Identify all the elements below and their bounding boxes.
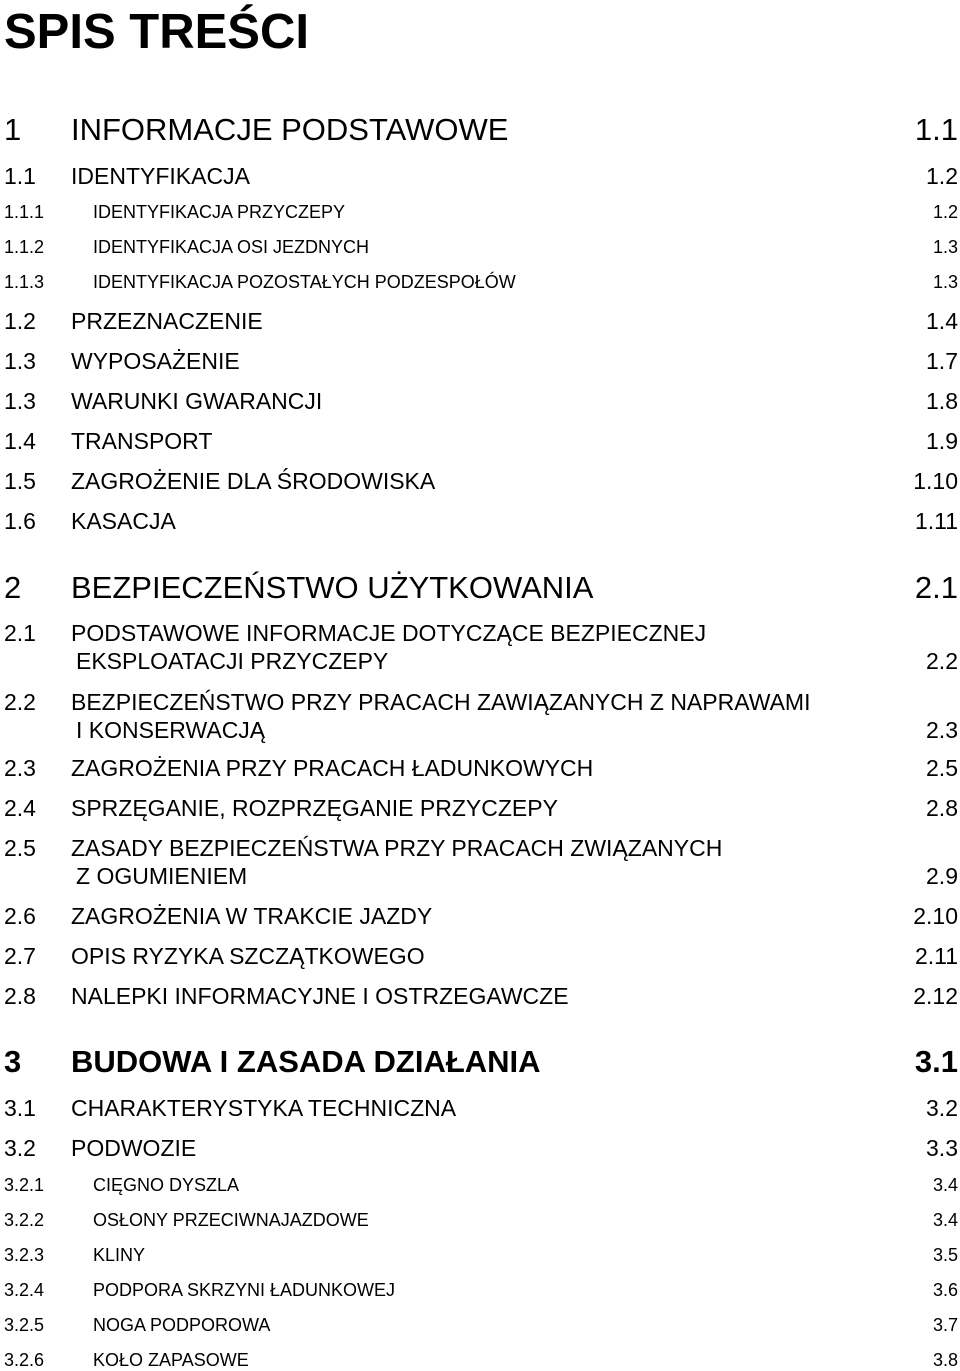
toc-entry-number: 2.1 — [4, 620, 36, 646]
toc-entry-label: CIĘGNO DYSZLA — [93, 1175, 240, 1195]
toc-entry-label: BEZPIECZEŃSTWO PRZY PRACACH ZAWIĄZANYCH Z NAPRAWAMI — [71, 689, 811, 715]
toc-entry-label: KLINY — [93, 1245, 146, 1265]
toc-entry-page: 2.2 — [926, 648, 958, 674]
toc-entry-label: PRZEZNACZENIE — [71, 308, 263, 334]
toc-entry-number: 3.2.2 — [4, 1210, 45, 1230]
toc-entry-number: 1.3 — [4, 348, 36, 374]
toc-entry-page: 3.2 — [926, 1095, 958, 1121]
toc-entry-page: 3.8 — [932, 1350, 958, 1370]
toc-entry-label: SPRZĘGANIE, ROZPRZĘGANIE PRZYCZEPY — [71, 795, 558, 821]
toc-entry-number: 3.2.6 — [4, 1350, 45, 1370]
toc-entry-number: 1 — [4, 112, 22, 147]
toc-entry-number: 1.1 — [4, 163, 36, 189]
toc-entry-label: WARUNKI GWARANCJI — [71, 388, 323, 414]
toc-entry-number: 2 — [4, 570, 22, 605]
toc-entry-page: 2.9 — [926, 863, 958, 889]
toc-entry-page: 1.8 — [926, 388, 958, 414]
toc-entry-number: 3 — [4, 1044, 22, 1079]
toc-entry-label: KOŁO ZAPASOWE — [93, 1350, 249, 1370]
toc-entry-number: 2.8 — [4, 983, 36, 1009]
page-title: SPIS TREŚCI — [4, 5, 309, 59]
toc-entry-label: ZAGROŻENIA W TRAKCIE JAZDY — [71, 903, 433, 929]
toc-entry-label: PODSTAWOWE INFORMACJE DOTYCZĄCE BEZPIECZNEJ — [71, 620, 707, 646]
toc-entry-label: OPIS RYZYKA SZCZĄTKOWEGO — [71, 943, 425, 969]
toc-entry-label: IDENTYFIKACJA PRZYCZEPY — [93, 202, 346, 222]
toc-entry-page: 3.6 — [932, 1280, 958, 1300]
toc-entry-label: ZAGROŻENIA PRZY PRACACH ŁADUNKOWYCH — [71, 755, 594, 781]
toc-entry-page: 3.7 — [932, 1315, 958, 1335]
toc-entry-number: 3.1 — [4, 1095, 36, 1121]
toc-entry-number: 1.1.3 — [4, 272, 45, 292]
toc-entry-label: OSŁONY PRZECIWNAJAZDOWE — [93, 1210, 369, 1230]
toc-entry-number: 2.5 — [4, 835, 36, 861]
toc-entry-number: 2.2 — [4, 689, 36, 715]
toc-entry-page: 2.5 — [926, 755, 958, 781]
toc-entry-label-continued: EKSPLOATACJI PRZYCZEPY — [76, 648, 389, 674]
toc-entry-page: 1.2 — [926, 163, 958, 189]
toc-entry-page: 1.3 — [932, 237, 958, 257]
toc-entry-number: 1.1.2 — [4, 237, 45, 257]
toc-entry-page: 1.7 — [926, 348, 958, 374]
toc-entry-number: 1.4 — [4, 428, 36, 454]
toc-entry-page: 1.4 — [926, 308, 958, 334]
toc-entry-label-continued: I KONSERWACJĄ — [76, 717, 266, 743]
toc-entry-page: 1.10 — [913, 468, 958, 494]
toc-entry-label: ZASADY BEZPIECZEŃSTWA PRZY PRACACH ZWIĄZANYCH — [71, 835, 723, 861]
toc-entry-page: 3.5 — [932, 1245, 958, 1265]
toc-entry-number: 3.2.5 — [4, 1315, 45, 1335]
toc-entry-page: 1.1 — [914, 112, 958, 147]
toc-entry-number: 2.7 — [4, 943, 36, 969]
toc-entry-page: 1.11 — [914, 508, 958, 534]
toc-entry-label: TRANSPORT — [71, 428, 213, 454]
toc-entry-number: 1.2 — [4, 308, 36, 334]
toc-entry-label: BEZPIECZEŃSTWO UŻYTKOWANIA — [71, 570, 594, 605]
toc-entry-number: 3.2.1 — [4, 1175, 45, 1195]
toc-entry-number: 1.3 — [4, 388, 36, 414]
toc-entry-label: IDENTYFIKACJA OSI JEZDNYCH — [93, 237, 370, 257]
toc-entry-label: BUDOWA I ZASADA DZIAŁANIA — [71, 1044, 541, 1079]
toc-entry-number: 1.6 — [4, 508, 36, 534]
toc-entry-page: 3.3 — [926, 1135, 958, 1161]
toc-entry-label: NOGA PODPOROWA — [93, 1315, 271, 1335]
toc-entry-number: 2.6 — [4, 903, 36, 929]
toc-entry-label: NALEPKI INFORMACYJNE I OSTRZEGAWCZE — [71, 983, 569, 1009]
toc-entry-page: 3.1 — [914, 1044, 958, 1079]
toc-entry-number: 2.4 — [4, 795, 36, 821]
toc-entry-page: 2.3 — [926, 717, 958, 743]
toc-entry-page: 3.4 — [932, 1175, 958, 1195]
toc-entry-label: KASACJA — [71, 508, 176, 534]
toc-entry-page: 2.10 — [913, 903, 958, 929]
toc-entry-label: WYPOSAŻENIE — [71, 348, 240, 374]
toc-entry-label: PODPORA SKRZYNI ŁADUNKOWEJ — [93, 1280, 396, 1300]
toc-entry-number: 3.2.3 — [4, 1245, 45, 1265]
toc-entry-page: 2.12 — [913, 983, 958, 1009]
toc-entry-label: IDENTYFIKACJA POZOSTAŁYCH PODZESPOŁÓW — [93, 272, 516, 292]
toc-entry-page: 2.1 — [914, 570, 958, 605]
toc-entry-label: CHARAKTERYSTYKA TECHNICZNA — [71, 1095, 457, 1121]
toc-entry-number: 1.5 — [4, 468, 36, 494]
toc-entry-number: 2.3 — [4, 755, 36, 781]
toc-entry-number: 3.2 — [4, 1135, 36, 1161]
toc-entry-label: PODWOZIE — [71, 1135, 197, 1161]
toc-entry-page: 2.11 — [914, 943, 958, 969]
toc-entry-page: 1.3 — [932, 272, 958, 292]
toc-entry-number: 3.2.4 — [4, 1280, 45, 1300]
toc-entry-page: 1.9 — [926, 428, 958, 454]
toc-entry-page: 1.2 — [932, 202, 958, 222]
toc-entry-page: 2.8 — [926, 795, 958, 821]
toc-entry-label: ZAGROŻENIE DLA ŚRODOWISKA — [71, 468, 436, 494]
toc-entry-label: IDENTYFIKACJA — [71, 163, 250, 189]
toc-entry-label: INFORMACJE PODSTAWOWE — [71, 112, 509, 147]
toc-entry-number: 1.1.1 — [4, 202, 45, 222]
toc-entry-page: 3.4 — [932, 1210, 958, 1230]
toc-entry-label-continued: Z OGUMIENIEM — [76, 863, 248, 889]
